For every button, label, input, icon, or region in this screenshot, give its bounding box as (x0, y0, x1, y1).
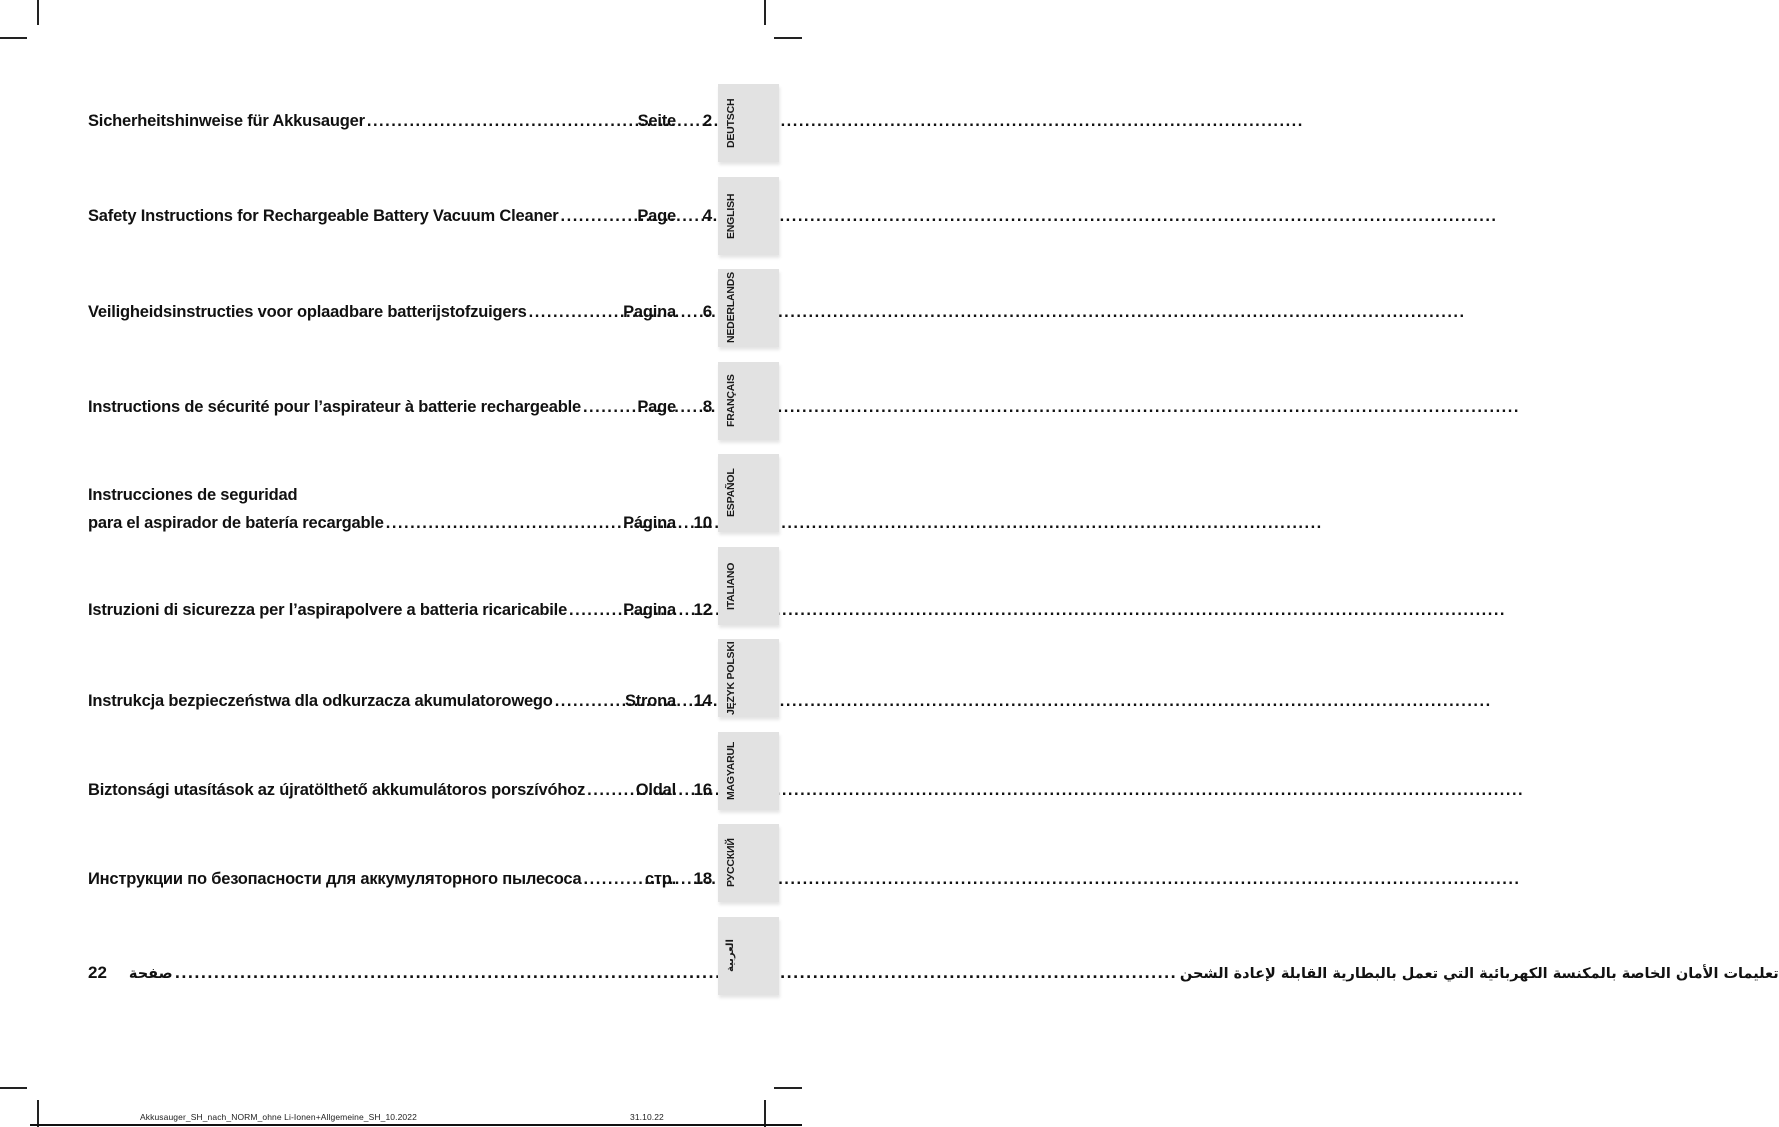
dot-leader (529, 301, 620, 323)
page-word: Oldal (635, 781, 676, 799)
crop-mark-bottom-right-vertical (764, 1100, 766, 1127)
dot-leader (175, 963, 1177, 985)
footer-date: 31.10.22 (630, 1112, 664, 1122)
page-number: 14 (693, 691, 712, 710)
toc-entry-deutsch (88, 110, 712, 132)
dot-leader (367, 110, 635, 132)
tab-label: العربية (725, 939, 736, 973)
tab-nederlands (718, 269, 779, 347)
toc-entry-russkij (88, 868, 712, 890)
page-number: 8 (702, 397, 712, 416)
crop-mark-top-right-vertical (764, 0, 766, 25)
page-number: 12 (693, 600, 712, 619)
page-word: صفحة (128, 966, 173, 982)
toc-entry-polski (88, 690, 712, 712)
bottom-trim-line (30, 1124, 802, 1126)
toc-entry-title: Istruzioni di sicurezza per l’aspirapolvere a batteria ricaricabile (88, 601, 568, 619)
footer-document-id: Akkusauger_SH_nach_NORM_ohne Li-Ionen+Allgemeine_SH_10.2022 (140, 1112, 417, 1122)
toc-entry-espanol (88, 481, 712, 537)
dot-leader (569, 599, 620, 621)
dot-leader (555, 690, 622, 712)
dot-leader (587, 779, 633, 801)
crop-mark-top-right-horizontal (774, 37, 802, 39)
crop-mark-bottom-left-vertical (37, 1100, 39, 1127)
page-number: 22 (88, 963, 107, 982)
page-word: стр. (644, 870, 676, 888)
page-word: Seite (637, 112, 676, 130)
page-word: Page (637, 398, 676, 416)
toc-entry-english (88, 205, 712, 227)
toc-entry-francais (88, 396, 712, 418)
page-word: Page (637, 207, 676, 225)
toc-entry-italiano (88, 599, 712, 621)
tab-arabic (718, 917, 779, 995)
tab-label: NEDERLANDS (725, 272, 737, 344)
crop-mark-top-left-vertical (37, 0, 39, 25)
tab-label: РУССКИЙ (725, 838, 737, 888)
tab-label: ITALIANO (725, 562, 737, 610)
tab-label: DEUTSCH (725, 98, 737, 148)
crop-mark-bottom-right-horizontal (774, 1087, 802, 1089)
page-number: 2 (702, 111, 712, 130)
tab-jezyk-polski (718, 639, 779, 717)
page-word: Página (623, 514, 676, 532)
toc-entry-title: تعليمات الأمان الخاصة بالمكنسة الكهربائية التي تعمل بالبطارية القابلة لإعادة الشحن (1179, 966, 1779, 982)
tab-label: ENGLISH (725, 193, 737, 239)
toc-entry-title: Biztonsági utasítások az újratölthető akkumulátoros porszívóhoz (88, 781, 586, 799)
tab-espanol (718, 454, 779, 532)
tab-label: MAGYARUL (725, 741, 737, 801)
toc-entry-arabic (88, 962, 1779, 985)
page-number: 6 (702, 302, 712, 321)
dot-leader (583, 396, 634, 418)
page-number: 16 (693, 780, 712, 799)
tab-label: FRANÇAIS (725, 374, 737, 428)
toc-entry-nederlands (88, 301, 712, 323)
tab-italiano (718, 547, 779, 625)
tab-magyarul (718, 732, 779, 810)
toc-entry-title: Instructions de sécurité pour l’aspirateur à batterie rechargeable (88, 398, 581, 416)
toc-entry-title-line1: Instrucciones de seguridad (88, 486, 298, 504)
tab-francais (718, 362, 779, 440)
toc-entry-title: Инструкции по безопасности для аккумуляторного пылесоса (88, 870, 582, 888)
toc-entry-title: Sicherheitshinweise für Akkusauger (88, 112, 365, 130)
dot-leader (561, 205, 635, 227)
page-word: Pagina (623, 303, 676, 321)
page-number: 18 (693, 869, 712, 888)
toc-entry-title: Safety Instructions for Rechargeable Battery Vacuum Cleaner (88, 207, 559, 225)
tab-russkij (718, 824, 779, 902)
page-word: Pagina (623, 601, 676, 619)
tab-label: ESPAÑOL (725, 468, 737, 518)
tab-label: JĘZYK POLSKI (725, 641, 737, 715)
dot-leader (584, 868, 642, 890)
toc-entry-magyarul (88, 779, 712, 801)
toc-entry-title: Instrukcja bezpieczeństwa dla odkurzacza akumulatorowego (88, 692, 553, 710)
tab-deutsch (718, 84, 779, 162)
toc-entry-title: para el aspirador de batería recargable (88, 514, 384, 532)
crop-mark-bottom-left-horizontal (0, 1087, 27, 1089)
tab-english (718, 177, 779, 255)
page-word: Strona (624, 692, 676, 710)
dot-leader (386, 509, 620, 537)
page-number: 10 (693, 513, 712, 532)
crop-mark-top-left-horizontal (0, 37, 27, 39)
page-number: 4 (702, 206, 712, 225)
toc-entry-title: Veiligheidsinstructies voor oplaadbare batterijstofzuigers (88, 303, 527, 321)
